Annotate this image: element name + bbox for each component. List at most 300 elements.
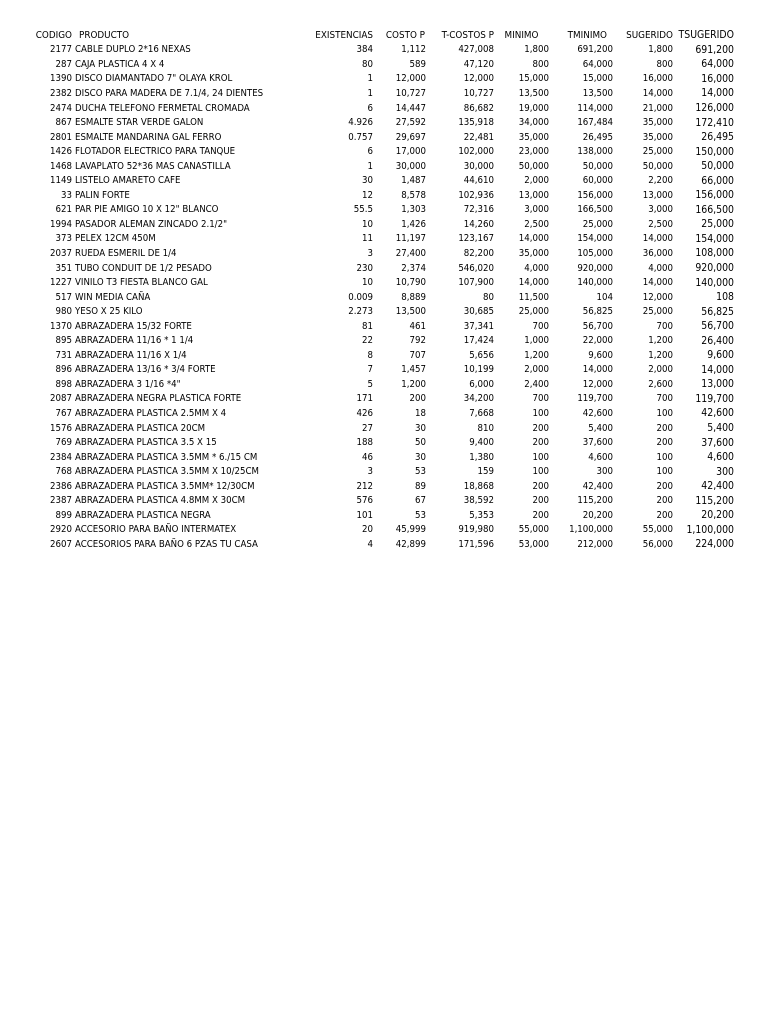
cell-costo-p: 30: [415, 451, 426, 463]
cell-codigo: 767: [55, 407, 72, 419]
cell-costo-p: 27,400: [395, 247, 426, 259]
cell-existencias: 80: [362, 58, 373, 70]
table-row: [0, 319, 734, 334]
cell-existencias: 101: [356, 509, 373, 521]
cell-producto: LAVAPLATO 52*36 MAS CANASTILLA: [75, 160, 231, 172]
cell-tminimo: 60,000: [582, 175, 613, 187]
cell-costo-p: 707: [409, 349, 426, 361]
cell-tsugerido: 108,000: [695, 247, 734, 260]
cell-sugerido: 12,000: [642, 291, 673, 303]
cell-costo-p: 42,899: [395, 538, 426, 550]
table-row: [0, 188, 734, 203]
cell-t-costos-p: 38,592: [463, 495, 494, 507]
cell-codigo: 1227: [50, 277, 72, 289]
table-row: [0, 115, 734, 130]
table-row: [0, 101, 734, 116]
cell-tminimo: 14,000: [582, 364, 613, 376]
cell-existencias: 5: [367, 378, 373, 390]
cell-tsugerido: 5,400: [707, 422, 734, 435]
inventory-table: [0, 28, 734, 552]
cell-producto: ABRAZADERA 13/16 * 3/4 FORTE: [75, 364, 216, 376]
cell-existencias: 6: [367, 102, 373, 114]
cell-codigo: 1426: [50, 146, 72, 158]
cell-codigo: 2474: [50, 102, 72, 114]
cell-existencias: 426: [356, 407, 373, 419]
cell-t-costos-p: 80: [483, 291, 494, 303]
cell-codigo: 1994: [50, 218, 72, 230]
cell-existencias: 2.273: [348, 306, 373, 318]
cell-minimo: 14,000: [518, 277, 549, 289]
cell-codigo: 287: [55, 58, 72, 70]
cell-sugerido: 700: [656, 393, 673, 405]
table-row: [0, 290, 734, 305]
cell-sugerido: 200: [656, 480, 673, 492]
cell-t-costos-p: 427,008: [458, 44, 494, 56]
cell-minimo: 14,000: [518, 233, 549, 245]
cell-existencias: 0.009: [348, 291, 373, 303]
cell-producto: ACCESORIO PARA BAÑO INTERMATEX: [75, 524, 237, 536]
cell-sugerido: 100: [656, 407, 673, 419]
cell-minimo: 35,000: [518, 247, 549, 259]
cell-sugerido: 3,000: [648, 204, 673, 216]
cell-costo-p: 10,790: [395, 277, 426, 289]
cell-t-costos-p: 44,610: [463, 175, 494, 187]
table-row: [0, 494, 734, 509]
cell-existencias: 576: [356, 495, 373, 507]
cell-existencias: 55.5: [353, 204, 373, 216]
cell-existencias: 30: [362, 175, 373, 187]
cell-tsugerido: 20,200: [701, 509, 734, 522]
cell-tsugerido: 25,000: [701, 218, 734, 231]
cell-minimo: 1,000: [524, 335, 549, 347]
header-tminimo: TMINIMO: [567, 29, 607, 41]
cell-codigo: 1149: [50, 175, 72, 187]
cell-costo-p: 12,000: [395, 73, 426, 85]
cell-tminimo: 4,600: [588, 451, 613, 463]
cell-producto: ABRAZADERA NEGRA PLASTICA FORTE: [75, 393, 242, 405]
cell-tsugerido: 115,200: [695, 494, 734, 507]
cell-tsugerido: 140,000: [695, 276, 734, 289]
cell-t-costos-p: 135,918: [458, 117, 494, 129]
cell-codigo: 895: [55, 335, 72, 347]
cell-tminimo: 167,484: [577, 117, 613, 129]
cell-tsugerido: 16,000: [701, 72, 734, 85]
cell-t-costos-p: 34,200: [463, 393, 494, 405]
cell-sugerido: 4,000: [648, 262, 673, 274]
cell-existencias: 3: [367, 247, 373, 259]
cell-existencias: 8: [367, 349, 373, 361]
cell-codigo: 351: [55, 262, 72, 274]
cell-costo-p: 461: [409, 320, 426, 332]
cell-producto: PAR PIE AMIGO 10 X 12" BLANCO: [75, 204, 219, 216]
cell-t-costos-p: 102,000: [458, 146, 494, 158]
cell-tsugerido: 4,600: [707, 451, 734, 464]
table-row: [0, 392, 734, 407]
cell-costo-p: 8,889: [401, 291, 426, 303]
cell-codigo: 731: [55, 349, 72, 361]
cell-t-costos-p: 810: [477, 422, 494, 434]
cell-tminimo: 300: [596, 466, 613, 478]
table-row: [0, 173, 734, 188]
cell-minimo: 25,000: [518, 306, 549, 318]
cell-tminimo: 166,500: [577, 204, 613, 216]
header-sugerido: SUGERIDO: [626, 29, 673, 41]
cell-minimo: 2,400: [524, 378, 549, 390]
cell-t-costos-p: 86,682: [463, 102, 494, 114]
cell-existencias: 22: [362, 335, 373, 347]
cell-tminimo: 12,000: [582, 378, 613, 390]
cell-minimo: 2,000: [524, 364, 549, 376]
cell-tminimo: 20,200: [582, 509, 613, 521]
cell-minimo: 23,000: [518, 146, 549, 158]
cell-costo-p: 89: [415, 480, 426, 492]
cell-tsugerido: 108: [716, 291, 734, 304]
cell-tminimo: 691,200: [577, 44, 613, 56]
cell-producto: ABRAZADERA 3 1/16 *4": [75, 378, 181, 390]
cell-costo-p: 1,200: [401, 378, 426, 390]
cell-codigo: 2920: [50, 524, 72, 536]
cell-tminimo: 56,700: [582, 320, 613, 332]
cell-existencias: 7: [367, 364, 373, 376]
table-row: [0, 217, 734, 232]
cell-tsugerido: 50,000: [701, 160, 734, 173]
cell-tsugerido: 224,000: [695, 538, 734, 551]
cell-producto: PASADOR ALEMAN ZINCADO 2.1/2": [75, 218, 228, 230]
table-row: [0, 435, 734, 450]
cell-sugerido: 2,600: [648, 378, 673, 390]
table-row: [0, 130, 734, 145]
cell-tsugerido: 1,100,000: [686, 523, 734, 536]
cell-tsugerido: 66,000: [701, 174, 734, 187]
cell-t-costos-p: 9,400: [469, 437, 494, 449]
table-row: [0, 333, 734, 348]
cell-sugerido: 2,200: [648, 175, 673, 187]
cell-costo-p: 792: [409, 335, 426, 347]
cell-t-costos-p: 6,000: [469, 378, 494, 390]
cell-tsugerido: 156,000: [695, 189, 734, 202]
cell-t-costos-p: 171,596: [458, 538, 494, 550]
cell-codigo: 2037: [50, 247, 72, 259]
cell-t-costos-p: 14,260: [463, 218, 494, 230]
cell-existencias: 10: [362, 218, 373, 230]
cell-minimo: 1,800: [524, 44, 549, 56]
cell-t-costos-p: 72,316: [463, 204, 494, 216]
cell-sugerido: 200: [656, 422, 673, 434]
cell-minimo: 200: [532, 509, 549, 521]
table-row: [0, 304, 734, 319]
cell-codigo: 896: [55, 364, 72, 376]
cell-producto: ABRAZADERA PLASTICA 3.5MM* 12/30CM: [75, 480, 255, 492]
cell-t-costos-p: 17,424: [463, 335, 494, 347]
cell-codigo: 768: [55, 466, 72, 478]
cell-producto: ABRAZADERA PLASTICA 2.5MM X 4: [75, 407, 227, 419]
cell-minimo: 19,000: [518, 102, 549, 114]
cell-tsugerido: 166,500: [695, 203, 734, 216]
cell-producto: DISCO DIAMANTADO 7" OLAYA KROL: [75, 73, 233, 85]
cell-tminimo: 42,600: [582, 407, 613, 419]
cell-minimo: 700: [532, 393, 549, 405]
cell-costo-p: 589: [409, 58, 426, 70]
cell-codigo: 1390: [50, 73, 72, 85]
cell-existencias: 11: [362, 233, 373, 245]
cell-producto: ABRAZADERA PLASTICA 3.5 X 15: [75, 437, 217, 449]
cell-producto: ACCESORIOS PARA BAÑO 6 PZAS TU CASA: [75, 538, 258, 550]
cell-sugerido: 1,200: [648, 335, 673, 347]
cell-t-costos-p: 107,900: [458, 277, 494, 289]
cell-producto: YESO X 25 KILO: [75, 306, 143, 318]
table-row: [0, 479, 734, 494]
cell-existencias: 6: [367, 146, 373, 158]
cell-tsugerido: 56,700: [701, 320, 734, 333]
cell-codigo: 867: [55, 117, 72, 129]
cell-costo-p: 13,500: [395, 306, 426, 318]
cell-minimo: 200: [532, 422, 549, 434]
cell-tsugerido: 150,000: [695, 145, 734, 158]
cell-existencias: 1: [367, 160, 373, 172]
cell-costo-p: 30: [415, 422, 426, 434]
cell-minimo: 700: [532, 320, 549, 332]
cell-tsugerido: 37,600: [701, 436, 734, 449]
table-row: [0, 363, 734, 378]
cell-minimo: 35,000: [518, 131, 549, 143]
cell-t-costos-p: 10,727: [463, 87, 494, 99]
cell-minimo: 100: [532, 466, 549, 478]
cell-producto: ESMALTE MANDARINA GAL FERRO: [75, 131, 222, 143]
cell-sugerido: 50,000: [642, 160, 673, 172]
cell-tminimo: 115,200: [577, 495, 613, 507]
cell-existencias: 384: [356, 44, 373, 56]
cell-sugerido: 800: [656, 58, 673, 70]
cell-existencias: 1: [367, 87, 373, 99]
cell-sugerido: 13,000: [642, 189, 673, 201]
cell-sugerido: 1,200: [648, 349, 673, 361]
cell-t-costos-p: 30,685: [463, 306, 494, 318]
cell-t-costos-p: 5,656: [469, 349, 494, 361]
cell-costo-p: 1,487: [401, 175, 426, 187]
cell-codigo: 2387: [50, 495, 72, 507]
table-row: [0, 203, 734, 218]
cell-tsugerido: 9,600: [707, 349, 734, 362]
table-row: [0, 450, 734, 465]
cell-tminimo: 114,000: [577, 102, 613, 114]
cell-costo-p: 27,592: [395, 117, 426, 129]
cell-tminimo: 13,500: [582, 87, 613, 99]
cell-t-costos-p: 5,353: [469, 509, 494, 521]
cell-codigo: 980: [55, 306, 72, 318]
cell-costo-p: 1,426: [401, 218, 426, 230]
cell-tsugerido: 14,000: [701, 87, 734, 100]
cell-costo-p: 29,697: [395, 131, 426, 143]
cell-producto: ABRAZADERA 11/16 X 1/4: [75, 349, 187, 361]
cell-t-costos-p: 7,668: [469, 407, 494, 419]
cell-existencias: 10: [362, 277, 373, 289]
cell-sugerido: 2,000: [648, 364, 673, 376]
cell-minimo: 55,000: [518, 524, 549, 536]
cell-tminimo: 920,000: [577, 262, 613, 274]
cell-sugerido: 200: [656, 495, 673, 507]
cell-tminimo: 140,000: [577, 277, 613, 289]
cell-existencias: 230: [356, 262, 373, 274]
cell-existencias: 46: [362, 451, 373, 463]
cell-codigo: 517: [55, 291, 72, 303]
cell-codigo: 373: [55, 233, 72, 245]
cell-minimo: 15,000: [518, 73, 549, 85]
cell-sugerido: 25,000: [642, 146, 673, 158]
cell-costo-p: 30,000: [395, 160, 426, 172]
table-row: [0, 406, 734, 421]
cell-tsugerido: 154,000: [695, 232, 734, 245]
cell-tsugerido: 42,600: [701, 407, 734, 420]
cell-tminimo: 42,400: [582, 480, 613, 492]
cell-tminimo: 56,825: [582, 306, 613, 318]
cell-producto: DISCO PARA MADERA DE 7.1/4, 24 DIENTES: [75, 87, 264, 99]
cell-codigo: 898: [55, 378, 72, 390]
cell-t-costos-p: 123,167: [458, 233, 494, 245]
table-row: [0, 348, 734, 363]
table-row: [0, 261, 734, 276]
cell-tsugerido: 64,000: [701, 58, 734, 71]
cell-codigo: 2087: [50, 393, 72, 405]
cell-codigo: 1576: [50, 422, 72, 434]
cell-producto: RUEDA ESMERIL DE 1/4: [75, 247, 177, 259]
cell-sugerido: 100: [656, 451, 673, 463]
table-row: [0, 43, 734, 58]
cell-sugerido: 36,000: [642, 247, 673, 259]
cell-producto: DUCHA TELEFONO FERMETAL CROMADA: [75, 102, 250, 114]
cell-producto: PELEX 12CM 450M: [75, 233, 156, 245]
cell-codigo: 899: [55, 509, 72, 521]
cell-minimo: 13,500: [518, 87, 549, 99]
cell-codigo: 1370: [50, 320, 72, 332]
cell-existencias: 171: [356, 393, 373, 405]
cell-costo-p: 200: [409, 393, 426, 405]
cell-producto: FLOTADOR ELECTRICO PARA TANQUE: [75, 146, 236, 158]
cell-tminimo: 50,000: [582, 160, 613, 172]
cell-sugerido: 14,000: [642, 277, 673, 289]
cell-tminimo: 156,000: [577, 189, 613, 201]
table-row: [0, 72, 734, 87]
cell-costo-p: 17,000: [395, 146, 426, 158]
cell-t-costos-p: 546,020: [458, 262, 494, 274]
header-t-costos-p: T-COSTOS P: [441, 29, 494, 41]
cell-t-costos-p: 22,481: [463, 131, 494, 143]
cell-minimo: 100: [532, 451, 549, 463]
header-codigo: CODIGO: [35, 29, 72, 41]
cell-minimo: 4,000: [524, 262, 549, 274]
cell-producto: ABRAZADERA PLASTICA 20CM: [75, 422, 206, 434]
cell-tminimo: 119,700: [577, 393, 613, 405]
cell-existencias: 212: [356, 480, 373, 492]
table-body: [0, 43, 734, 552]
table-row: [0, 159, 734, 174]
cell-tminimo: 26,495: [582, 131, 613, 143]
cell-costo-p: 53: [415, 466, 426, 478]
cell-producto: ABRAZADERA PLASTICA NEGRA: [75, 509, 211, 521]
header-row: [0, 28, 734, 43]
cell-sugerido: 14,000: [642, 87, 673, 99]
cell-tsugerido: 300: [716, 465, 734, 478]
cell-tminimo: 25,000: [582, 218, 613, 230]
cell-tsugerido: 42,400: [701, 480, 734, 493]
cell-tsugerido: 119,700: [695, 392, 734, 405]
cell-tsugerido: 172,410: [695, 116, 734, 129]
cell-tminimo: 105,000: [577, 247, 613, 259]
cell-existencias: 12: [362, 189, 373, 201]
cell-sugerido: 200: [656, 509, 673, 521]
table-row: [0, 246, 734, 261]
cell-minimo: 53,000: [518, 538, 549, 550]
cell-t-costos-p: 10,199: [463, 364, 494, 376]
cell-codigo: 2382: [50, 87, 72, 99]
cell-producto: ABRAZADERA 15/32 FORTE: [75, 320, 192, 332]
cell-t-costos-p: 37,341: [463, 320, 494, 332]
header-producto: PRODUCTO: [79, 29, 130, 41]
cell-costo-p: 53: [415, 509, 426, 521]
header-minimo: MINIMO: [504, 29, 539, 41]
cell-costo-p: 11,197: [395, 233, 426, 245]
cell-costo-p: 45,999: [395, 524, 426, 536]
cell-sugerido: 55,000: [642, 524, 673, 536]
table-row: [0, 86, 734, 101]
cell-producto: PALIN FORTE: [75, 189, 130, 201]
cell-tsugerido: 126,000: [695, 102, 734, 114]
cell-producto: ESMALTE STAR VERDE GALON: [75, 117, 204, 129]
cell-minimo: 200: [532, 437, 549, 449]
cell-existencias: 81: [362, 320, 373, 332]
cell-costo-p: 1,112: [401, 44, 426, 56]
cell-t-costos-p: 12,000: [463, 73, 494, 85]
cell-codigo: 769: [55, 437, 72, 449]
header-costo-p: COSTO P: [385, 29, 425, 41]
cell-sugerido: 1,800: [648, 44, 673, 56]
cell-costo-p: 14,447: [395, 102, 426, 114]
cell-producto: TUBO CONDUIT DE 1/2 PESADO: [75, 262, 212, 274]
cell-minimo: 3,000: [524, 204, 549, 216]
table-row: [0, 144, 734, 159]
cell-t-costos-p: 1,380: [469, 451, 494, 463]
cell-codigo: 2384: [50, 451, 72, 463]
cell-t-costos-p: 102,936: [458, 189, 494, 201]
table-row: [0, 464, 734, 479]
cell-tminimo: 15,000: [582, 73, 613, 85]
cell-existencias: 3: [367, 466, 373, 478]
cell-existencias: 1: [367, 73, 373, 85]
cell-sugerido: 100: [656, 466, 673, 478]
cell-costo-p: 18: [415, 407, 426, 419]
table-row: [0, 275, 734, 290]
cell-sugerido: 21,000: [642, 102, 673, 114]
cell-tminimo: 104: [596, 291, 613, 303]
cell-minimo: 200: [532, 480, 549, 492]
cell-tminimo: 9,600: [588, 349, 613, 361]
table-row: [0, 523, 734, 538]
cell-t-costos-p: 18,868: [463, 480, 494, 492]
cell-producto: ABRAZADERA 11/16 * 1 1/4: [75, 335, 194, 347]
cell-sugerido: 16,000: [642, 73, 673, 85]
cell-existencias: 188: [356, 437, 373, 449]
cell-existencias: 4: [367, 538, 373, 550]
cell-codigo: 1468: [50, 160, 72, 172]
cell-tsugerido: 920,000: [695, 262, 734, 275]
cell-minimo: 200: [532, 495, 549, 507]
cell-tsugerido: 14,000: [701, 363, 734, 376]
cell-tsugerido: 13,000: [701, 378, 734, 391]
cell-tsugerido: 26,495: [701, 131, 734, 144]
cell-codigo: 2801: [50, 131, 72, 143]
cell-sugerido: 56,000: [642, 538, 673, 550]
cell-producto: VINILO T3 FIESTA BLANCO GAL: [75, 277, 208, 289]
cell-sugerido: 35,000: [642, 131, 673, 143]
